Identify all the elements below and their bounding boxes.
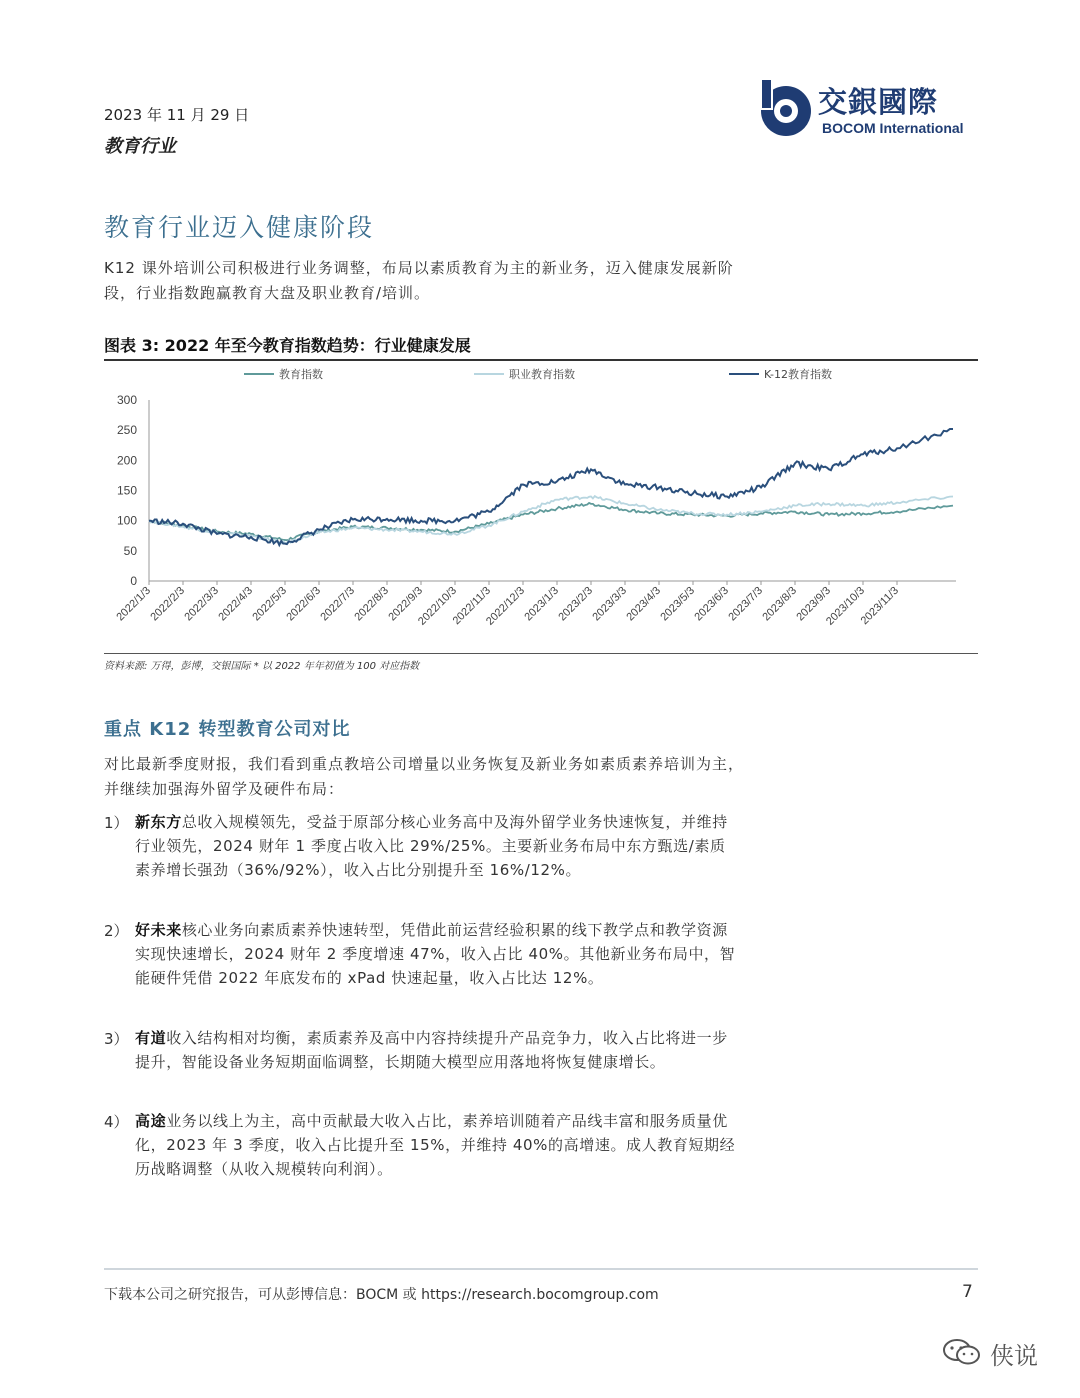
x-tick-label: 2022/1/3 — [114, 584, 154, 624]
logo-english-name: BOCOM International — [822, 120, 964, 136]
series-line-3 — [149, 429, 953, 545]
page-number: 7 — [962, 1282, 973, 1302]
x-tick-label: 2023/3/3 — [590, 584, 630, 624]
series-line-1 — [149, 503, 953, 540]
item-body: 业务以线上为主，高中贡献最大收入占比，素养培训随着产品线丰富和服务质量优化，2023 年 3 季度，收入占比提升至 15%，并维持 40%的高增速。成人教育短期经历战略调整（从收入规模转向利润）。 — [135, 1112, 736, 1178]
x-tick-label: 2023/2/3 — [556, 584, 596, 624]
item-number: 4） — [104, 1113, 129, 1131]
x-tick-label: 2022/11/3 — [450, 584, 494, 628]
x-tick-label: 2022/9/3 — [386, 584, 426, 624]
figure-bottom-rule — [104, 653, 978, 654]
x-tick-label: 2022/6/3 — [284, 584, 324, 624]
company-name: 有道 — [135, 1029, 167, 1047]
x-tick-label: 2022/4/3 — [216, 584, 256, 624]
y-tick-label: 300 — [116, 393, 137, 407]
y-tick-label: 50 — [123, 543, 137, 558]
chart-series-lines — [149, 429, 953, 545]
item-body: 收入结构相对均衡，素质素养及高中内容持续提升产品竞争力，收入占比将进一步提升，智能设备业务短期面临调整，长期随大模型应用落地将恢复健康增长。 — [135, 1029, 728, 1071]
chart-y-axis — [117, 393, 149, 588]
item-number: 2） — [104, 922, 129, 940]
footer-text: 下载本公司之研究报告，可从彭博信息：BOCM 或 https://research.bocomgroup.com — [104, 1287, 659, 1303]
item-number: 3） — [104, 1030, 129, 1048]
logo-chinese-name: 交銀國際 — [818, 85, 939, 119]
y-tick-label: 100 — [116, 513, 137, 528]
list-item-tal — [135, 918, 739, 990]
subsection-title: 重点 K12 转型教育公司对比 — [104, 719, 351, 740]
legend-label: 职业教育指数 — [509, 368, 575, 381]
company-name: 好未来 — [135, 921, 182, 939]
item-body: 总收入规模领先，受益于原部分核心业务高中及海外留学业务快速恢复，并维持行业领先，2024 财年 1 季度占收入比 29%/25%。主要新业务布局中东方甄选/素质素养增长强劲（36%/92%），收入占比分别提升至 16%/12%。 — [135, 813, 728, 879]
y-tick-label: 150 — [116, 483, 137, 498]
y-tick-label: 250 — [116, 423, 137, 438]
x-tick-label: 2023/11/3 — [858, 584, 902, 628]
report-date: 2023 年 11 月 29 日 — [104, 106, 250, 124]
legend-label: K-12教育指数 — [764, 368, 833, 381]
x-tick-label: 2023/8/3 — [760, 584, 800, 624]
x-tick-label: 2023/7/3 — [726, 584, 766, 624]
x-tick-label: 2022/3/3 — [182, 584, 222, 624]
x-tick-label: 2023/6/3 — [692, 584, 732, 624]
watermark-text: 侠说 — [990, 1342, 1038, 1370]
section-title: 教育行业迈入健康阶段 — [104, 213, 375, 242]
list-item-xdf — [135, 810, 739, 882]
x-tick-label: 2022/2/3 — [148, 584, 188, 624]
education-index-chart — [104, 362, 978, 652]
x-tick-label: 2022/10/3 — [416, 584, 460, 628]
company-name: 高途 — [135, 1112, 167, 1130]
x-tick-label: 2022/12/3 — [484, 584, 528, 628]
list-item-gaotu — [135, 1109, 739, 1181]
section-intro: K12 课外培训公司积极进行业务调整，布局以素质教育为主的新业务，迈入健康发展新阶段，行业指数跑赢教育大盘及职业教育/培训。 — [104, 259, 734, 302]
subsection-intro: 对比最新季度财报，我们看到重点教培公司增量以业务恢复及新业务如素质素养培训为主，并继续加强海外留学及硬件布局： — [104, 755, 745, 798]
legend-label: 教育指数 — [279, 368, 323, 381]
wechat-icon — [942, 1338, 982, 1366]
chart-legend — [244, 367, 832, 381]
list-item-youdao — [135, 1026, 739, 1074]
x-tick-label: 2023/4/3 — [624, 584, 664, 624]
figure-title: 图表 3: 2022 年至今教育指数趋势：行业健康发展 — [104, 336, 471, 355]
item-body: 核心业务向素质素养快速转型，凭借此前运营经验积累的线下教学点和教学资源实现快速增长，2024 财年 2 季度增速 47%，收入占比 40%。其他新业务布局中，智能硬件凭借 2022 年底发布的 xPad 快速起量，收入占比达 12%。 — [135, 921, 736, 987]
figure-source: 资料来源: 万得，彭博，交银国际 * 以 2022 年年初值为 100 对应指数 — [104, 661, 420, 672]
x-tick-label: 2023/10/3 — [824, 584, 868, 628]
y-tick-label: 0 — [130, 574, 137, 588]
x-tick-label: 2022/5/3 — [250, 584, 290, 624]
x-tick-label: 2022/8/3 — [352, 584, 392, 624]
chart-x-axis — [114, 581, 956, 628]
x-tick-label: 2023/5/3 — [658, 584, 698, 624]
y-tick-label: 200 — [116, 453, 137, 468]
company-name: 新东方 — [135, 813, 182, 831]
x-tick-label: 2023/1/3 — [522, 584, 562, 624]
footer-rule — [104, 1268, 978, 1270]
industry-label: 教育行业 — [104, 136, 176, 157]
x-tick-label: 2022/7/3 — [318, 584, 358, 624]
item-number: 1） — [104, 814, 129, 832]
figure-top-rule — [104, 359, 978, 361]
x-tick-label: 2023/9/3 — [794, 584, 834, 624]
